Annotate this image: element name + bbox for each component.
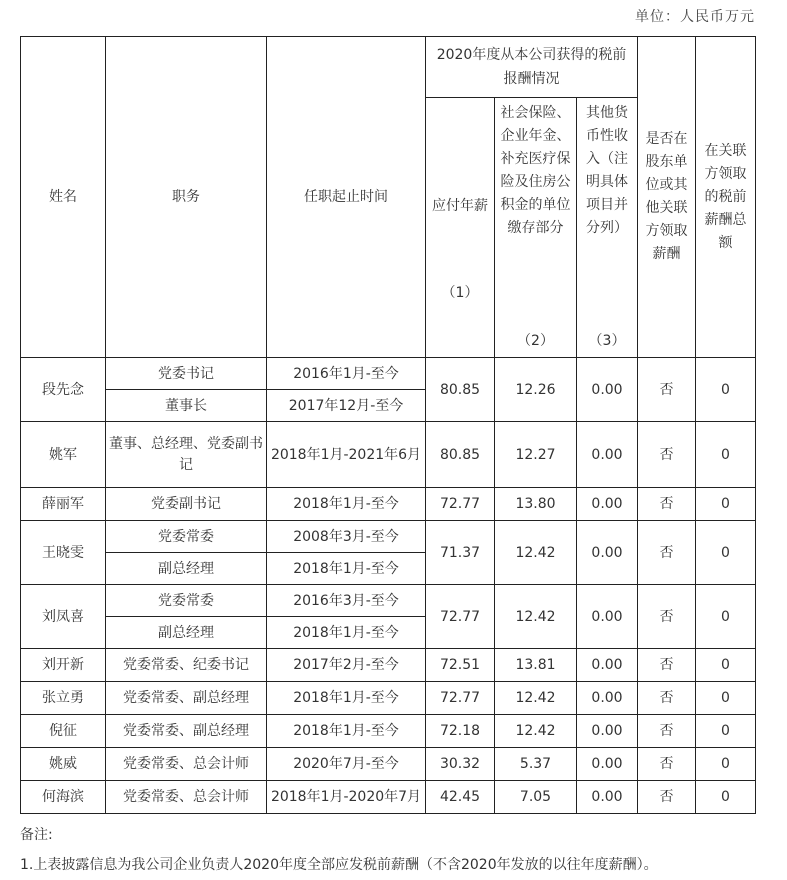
header-social <box>495 98 577 358</box>
header-other-label: 其他货币性收入（注明具体项目并分列） <box>586 105 628 236</box>
cell-term: 2018年1月-2020年7月 <box>267 781 426 814</box>
cell-shareholder: 否 <box>638 488 696 521</box>
header-shareholder: 是否在股东单位或其他关联方领取薪酬 <box>638 37 696 358</box>
cell-social: 13.81 <box>495 649 577 682</box>
cell-shareholder: 否 <box>638 781 696 814</box>
table-row <box>21 585 756 617</box>
header-group: 2020年度从本公司获得的税前报酬情况 <box>426 37 638 98</box>
header-position: 职务 <box>106 37 267 358</box>
cell-shareholder: 否 <box>638 649 696 682</box>
cell-other: 0.00 <box>577 781 638 814</box>
cell-other: 0.00 <box>577 649 638 682</box>
cell-related: 0 <box>696 585 756 649</box>
header-annual-pay-num: （1） <box>441 284 479 301</box>
cell-social: 13.80 <box>495 488 577 521</box>
cell-related: 0 <box>696 748 756 781</box>
table-row <box>21 748 756 781</box>
cell-position: 党委常委 <box>106 521 267 553</box>
cell-pay: 42.45 <box>426 781 495 814</box>
header-term: 任职起止时间 <box>267 37 426 358</box>
cell-other: 0.00 <box>577 585 638 649</box>
cell-related: 0 <box>696 422 756 488</box>
cell-position: 党委常委、副总经理 <box>106 682 267 715</box>
cell-position: 党委书记 <box>106 358 267 390</box>
header-name: 姓名 <box>21 37 106 358</box>
cell-social: 12.42 <box>495 715 577 748</box>
cell-term: 2018年1月-至今 <box>267 715 426 748</box>
cell-other: 0.00 <box>577 422 638 488</box>
notes-label: 备注: <box>20 827 53 843</box>
cell-name: 何海滨 <box>21 781 106 814</box>
cell-name: 姚军 <box>21 422 106 488</box>
table-row <box>21 422 756 488</box>
cell-shareholder: 否 <box>638 422 696 488</box>
cell-pay: 72.51 <box>426 649 495 682</box>
cell-position: 党委常委、总会计师 <box>106 781 267 814</box>
header-other <box>577 98 638 358</box>
cell-position: 党委常委、副总经理 <box>106 715 267 748</box>
cell-position: 党委副书记 <box>106 488 267 521</box>
cell-term: 2018年1月-至今 <box>267 682 426 715</box>
cell-pay: 72.77 <box>426 488 495 521</box>
cell-position: 副总经理 <box>106 617 267 649</box>
cell-related: 0 <box>696 781 756 814</box>
cell-other: 0.00 <box>577 521 638 585</box>
cell-term: 2008年3月-至今 <box>267 521 426 553</box>
cell-pay: 71.37 <box>426 521 495 585</box>
cell-other: 0.00 <box>577 682 638 715</box>
cell-related: 0 <box>696 521 756 585</box>
cell-position: 董事长 <box>106 390 267 422</box>
cell-shareholder: 否 <box>638 715 696 748</box>
cell-position: 党委常委、纪委书记 <box>106 649 267 682</box>
cell-social: 12.27 <box>495 422 577 488</box>
table-row <box>21 521 756 553</box>
cell-term: 2018年1月-至今 <box>267 553 426 585</box>
table-row <box>21 358 756 390</box>
cell-name: 姚威 <box>21 748 106 781</box>
cell-social: 12.42 <box>495 585 577 649</box>
cell-name: 刘开新 <box>21 649 106 682</box>
notes-line-1: 1.上表披露信息为我公司企业负责人2020年度全部应发税前薪酬（不含2020年发放的以往年度薪酬）。 <box>20 857 658 873</box>
cell-pay: 30.32 <box>426 748 495 781</box>
cell-pay: 80.85 <box>426 422 495 488</box>
cell-shareholder: 否 <box>638 585 696 649</box>
cell-social: 12.42 <box>495 682 577 715</box>
cell-related: 0 <box>696 715 756 748</box>
cell-name: 刘凤喜 <box>21 585 106 649</box>
cell-other: 0.00 <box>577 358 638 422</box>
table-row <box>21 781 756 814</box>
cell-shareholder: 否 <box>638 682 696 715</box>
cell-shareholder: 否 <box>638 521 696 585</box>
cell-term: 2018年1月-至今 <box>267 617 426 649</box>
cell-related: 0 <box>696 358 756 422</box>
cell-term: 2018年1月-至今 <box>267 488 426 521</box>
table-row <box>21 488 756 521</box>
cell-position: 董事、总经理、党委副书记 <box>106 422 267 488</box>
cell-social: 5.37 <box>495 748 577 781</box>
cell-name: 段先念 <box>21 358 106 422</box>
cell-social: 12.42 <box>495 521 577 585</box>
header-other-num: （3） <box>588 333 626 349</box>
cell-other: 0.00 <box>577 715 638 748</box>
cell-pay: 72.77 <box>426 682 495 715</box>
header-annual-pay-label: 应付年薪 <box>432 197 488 214</box>
header-annual-pay <box>426 98 495 358</box>
cell-name: 薛丽军 <box>21 488 106 521</box>
header-social-label: 社会保险、企业年金、补充医疗保险及住房公积金的单位缴存部分 <box>500 105 571 236</box>
table-row <box>21 682 756 715</box>
unit-label: 单位：人民币万元 <box>635 9 755 25</box>
cell-shareholder: 否 <box>638 748 696 781</box>
compensation-table <box>20 36 756 814</box>
cell-pay: 80.85 <box>426 358 495 422</box>
cell-position: 党委常委 <box>106 585 267 617</box>
table-row <box>21 649 756 682</box>
cell-term: 2017年2月-至今 <box>267 649 426 682</box>
cell-pay: 72.77 <box>426 585 495 649</box>
cell-shareholder: 否 <box>638 358 696 422</box>
cell-position: 党委常委、总会计师 <box>106 748 267 781</box>
cell-term: 2016年1月-至今 <box>267 358 426 390</box>
cell-position: 副总经理 <box>106 553 267 585</box>
cell-term: 2016年3月-至今 <box>267 585 426 617</box>
cell-related: 0 <box>696 682 756 715</box>
cell-social: 12.26 <box>495 358 577 422</box>
cell-name: 倪征 <box>21 715 106 748</box>
cell-other: 0.00 <box>577 748 638 781</box>
header-social-num: （2） <box>517 333 554 349</box>
table-row <box>21 715 756 748</box>
cell-name: 王晓雯 <box>21 521 106 585</box>
cell-related: 0 <box>696 649 756 682</box>
header-related: 在关联方领取的税前薪酬总额 <box>696 37 756 358</box>
cell-term: 2017年12月-至今 <box>267 390 426 422</box>
cell-name: 张立勇 <box>21 682 106 715</box>
cell-social: 7.05 <box>495 781 577 814</box>
cell-related: 0 <box>696 488 756 521</box>
cell-term: 2018年1月-2021年6月 <box>267 422 426 488</box>
cell-other: 0.00 <box>577 488 638 521</box>
cell-term: 2020年7月-至今 <box>267 748 426 781</box>
header-row <box>21 37 756 98</box>
cell-pay: 72.18 <box>426 715 495 748</box>
